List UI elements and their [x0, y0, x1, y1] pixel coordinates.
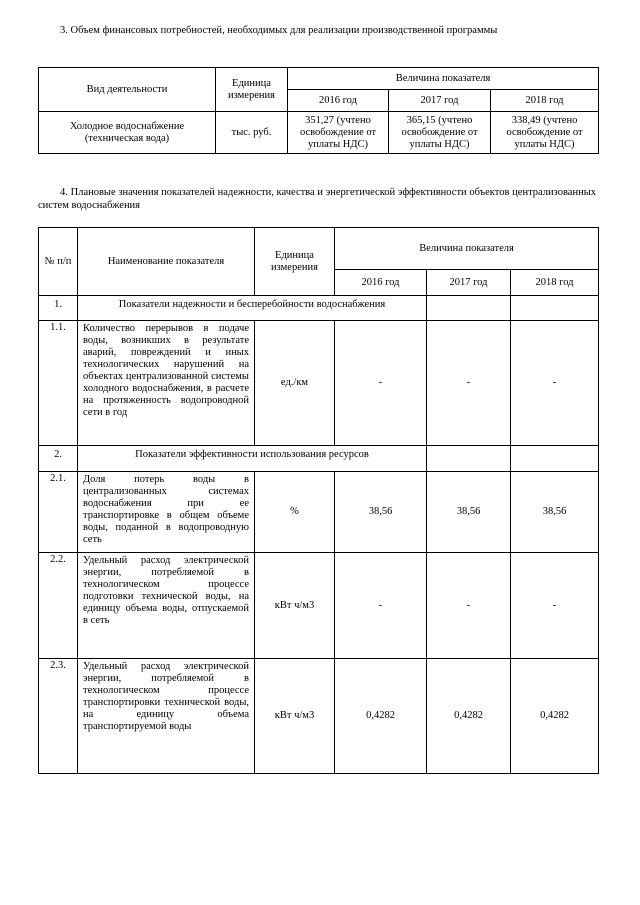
- header-value: Величина показателя: [288, 68, 599, 90]
- header-year-2017: 2017 год: [389, 90, 491, 112]
- header-activity: Вид деятельности: [39, 68, 216, 112]
- row-value-2018: 338,49 (учтено освобождение от уплаты НДС): [491, 112, 599, 154]
- row-2-3-name: Удельный расход электрической энергии, потребляемой в технологическом процессе транспортировки технической воды, на единицу объема транспортируемой воды: [78, 659, 255, 774]
- row-2-1-unit: %: [255, 472, 335, 553]
- row-2-2-value-2016: -: [335, 553, 427, 659]
- row-2-3-value-2017: 0,4282: [427, 659, 511, 774]
- header-unit-4: Единица измерения: [255, 228, 335, 296]
- row-2-1-num: 2.1.: [39, 472, 78, 553]
- section-3-number: 3.: [60, 25, 68, 36]
- header-year-2018: 2018 год: [491, 90, 599, 112]
- row-2-2-unit: кВт ч/м3: [255, 553, 335, 659]
- header-year-2016: 2016 год: [288, 90, 389, 112]
- row-2-3-value-2018: 0,4282: [511, 659, 599, 774]
- row-activity: Холодное водоснабжение (техническая вода): [39, 112, 216, 154]
- row-unit: тыс. руб.: [216, 112, 288, 154]
- row-2-3-num: 2.3.: [39, 659, 78, 774]
- row-2-1-value-2016: 38,56: [335, 472, 427, 553]
- row-2-1-value-2018: 38,56: [511, 472, 599, 553]
- row-2-2-value-2018: -: [511, 553, 599, 659]
- row-1-1-unit: ед./км: [255, 321, 335, 446]
- section-4-number: 4.: [60, 187, 68, 198]
- row-1-1-value-2018: -: [511, 321, 599, 446]
- row-1-1-num: 1.1.: [39, 321, 78, 446]
- group-2-num: 2.: [39, 446, 78, 472]
- section-4-heading: [38, 186, 596, 212]
- row-1-1-value-2017: -: [427, 321, 511, 446]
- section-4-title: Плановые значения показателей надежности, качества и энергетической эффективности объектов централизованных систем водоснабжения: [38, 187, 597, 211]
- header-unit: Единица измерения: [216, 68, 288, 112]
- header4-year-2018: 2018 год: [511, 270, 599, 296]
- row-1-1-value-2016: -: [335, 321, 427, 446]
- row-2-3-unit: кВт ч/м3: [255, 659, 335, 774]
- group-1-num: 1.: [39, 296, 78, 321]
- header4-year-2016: 2016 год: [335, 270, 427, 296]
- row-value-2017: 365,15 (учтено освобождение от уплаты НДС): [389, 112, 491, 154]
- row-2-2-num: 2.2.: [39, 553, 78, 659]
- row-2-3-value-2016: 0,4282: [335, 659, 427, 774]
- row-value-2016: 351,27 (учтено освобождение от уплаты НДС): [288, 112, 389, 154]
- header4-year-2017: 2017 год: [427, 270, 511, 296]
- row-2-2-value-2017: -: [427, 553, 511, 659]
- header-name: Наименование показателя: [78, 228, 255, 296]
- row-2-2-name: Удельный расход электрической энергии, потребляемой в технологическом процессе подготовки технической воды, на единицу объема воды, отпускаемой в сеть: [78, 553, 255, 659]
- financial-needs-table: [38, 67, 599, 154]
- row-1-1-name: Количество перерывов в подаче воды, возникших в результате аварий, повреждений и иных технологических нарушений на объектах централизованной системы холодного водоснабжения, в расчете на протяженность водопроводной сети в год: [78, 321, 255, 446]
- header-value-4: Величина показателя: [335, 228, 599, 270]
- group-1-title: Показатели надежности и бесперебойности водоснабжения: [78, 296, 427, 321]
- indicators-table: [38, 227, 599, 774]
- section-3-title: Объем финансовых потребностей, необходимых для реализации производственной программы: [70, 25, 498, 36]
- row-2-1-name: Доля потерь воды в централизованных системах водоснабжения при ее транспортировке в общем объеме воды, поданной в водопроводную сеть: [78, 472, 255, 553]
- row-2-1-value-2017: 38,56: [427, 472, 511, 553]
- header-num: № п/п: [39, 228, 78, 296]
- group-2-title: Показатели эффективности использования ресурсов: [78, 446, 427, 472]
- section-3-heading: [38, 24, 596, 37]
